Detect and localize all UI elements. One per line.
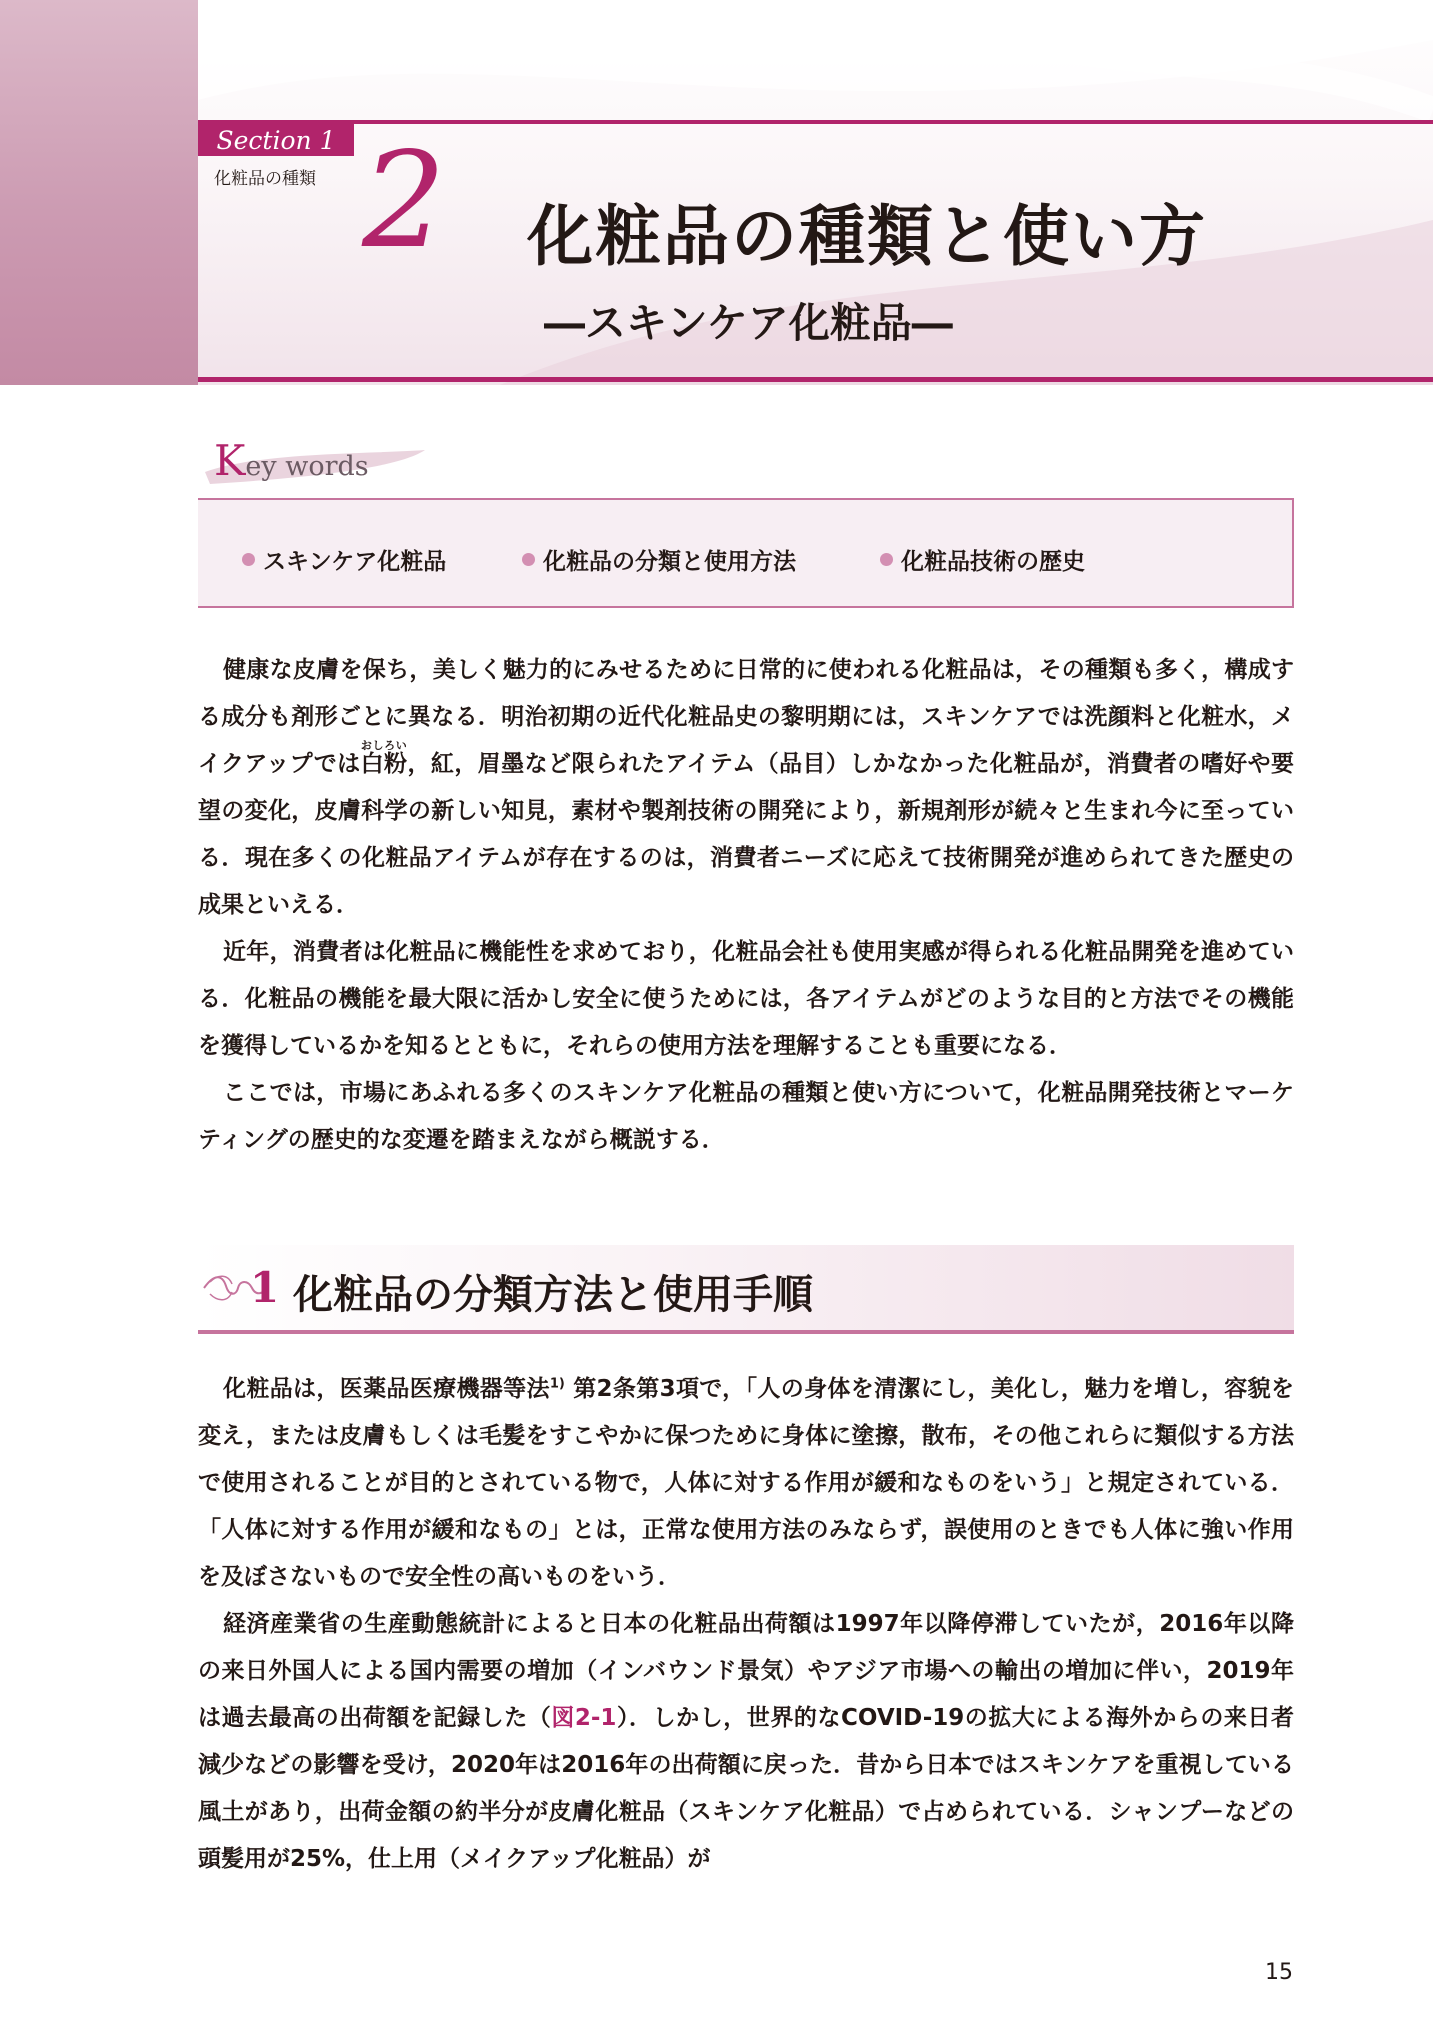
keyword-text: 化粧品の分類と使用方法: [543, 549, 796, 575]
keyword-text: 化粧品技術の歴史: [901, 549, 1085, 575]
header-side-panel: [0, 0, 198, 385]
section1-paragraph-2: 経済産業省の生産動態統計によると日本の化粧品出荷額は1997年以降停滞していたが，2016年以降の来日外国人による国内需要の増加（インバウンド景気）やアジア市場への輸出の増加に伴い，2019年は過去最高の出荷額を記録した（図2-1）．しかし，世界的なCOVID-19の拡大による海外からの来日者減少などの影響を受け，2020年は2016年の出荷額に戻った．昔から日本ではスキンケアを重視している風土があり，出荷金額の約半分が皮膚化粧品（スキンケア化粧品）で占められている．シャンプーなどの頭髪用が25%，仕上用（メイクアップ化粧品）が: [198, 1611, 1294, 1872]
keywords-label-rest: ey words: [245, 451, 369, 482]
section-subtitle: 化粧品の種類: [214, 169, 316, 189]
bullet-icon: [242, 553, 255, 566]
header-bottom-rule: [198, 377, 1433, 382]
keyword-text: スキンケア化粧品: [263, 549, 447, 575]
bullet-icon: [522, 553, 535, 566]
page-number: 15: [1265, 1960, 1293, 1985]
footnote-ref[interactable]: 1): [549, 1376, 565, 1392]
section-heading-rule: [198, 1330, 1294, 1334]
chapter-title: 化粧品の種類と使い方: [527, 198, 1207, 275]
chapter-subtitle: ―スキンケア化粧品―: [544, 299, 953, 347]
intro-paragraph-2: 近年，消費者は化粧品に機能性を求めており，化粧品会社も使用実感が得られる化粧品開発を進めている．化粧品の機能を最大限に活かし安全に使うためには，各アイテムがどのような目的と方法でその機能を獲得しているかを知るとともに，それらの使用方法を理解することも重要になる．: [198, 939, 1294, 1059]
intro-paragraph-3: ここでは，市場にあふれる多くのスキンケア化粧品の種類と使い方について，化粧品開発技術とマーケティングの歴史的な変遷を踏まえながら概説する．: [198, 1080, 1294, 1153]
figure-ref-link[interactable]: 図2-1: [551, 1705, 617, 1731]
keywords-initial: K: [214, 436, 246, 485]
section1-paragraph-1: 化粧品は，医薬品医療機器等法$^{1)}$ 第2条第3項で，「人の身体を清潔にし，美化し，魅力を増し，容貌を変え，または皮膚もしくは毛髪をすこやかに保つために身体に塗擦，散布，その他これらに類似する方法で使用されることが目的とされている物で，人体に対する作用が緩和なものをいう」と規定されている．「人体に対する作用が緩和なもの」とは，正常な使用方法のみならず，誤使用のときでも人体に強い作用を及ぼさないもので安全性の高いものをいう．: [198, 1376, 1295, 1590]
bullet-icon: [880, 553, 893, 566]
keyword-item: [522, 543, 796, 576]
intro-text: [198, 647, 1294, 1164]
keywords-box: [198, 498, 1294, 608]
section1-text: [198, 1366, 1294, 1883]
keywords-heading: [214, 436, 369, 485]
intro-paragraph-1: 健康な皮膚を保ち，美しく魅力的にみせるために日常的に使われる化粧品は，その種類も多く，構成する成分も剤形ごとに異なる．明治初期の近代化粧品史の黎明期には，スキンケアでは洗顔料と化粧水，メイクアップでは白粉おしろい，紅，眉墨など限られたアイテム（品目）しかなかった化粧品が，消費者の嗜好や要望の変化，皮膚科学の新しい知見，素材や製剤技術の開発により，新規剤形が続々と生まれ今に至っている．現在多くの化粧品アイテムが存在するのは，消費者ニーズに応えて技術開発が進められてきた歴史の成果といえる．: [198, 657, 1295, 918]
keyword-item: [242, 543, 446, 576]
section-number: 1: [250, 1263, 280, 1312]
section-title: 化粧品の分類方法と使用手順: [293, 1272, 813, 1318]
ruby-oshiroi: 白粉おしろい: [360, 739, 408, 777]
section-tag: Section 1: [198, 124, 354, 156]
keyword-item: [880, 543, 1085, 576]
chapter-number: 2: [362, 124, 446, 278]
